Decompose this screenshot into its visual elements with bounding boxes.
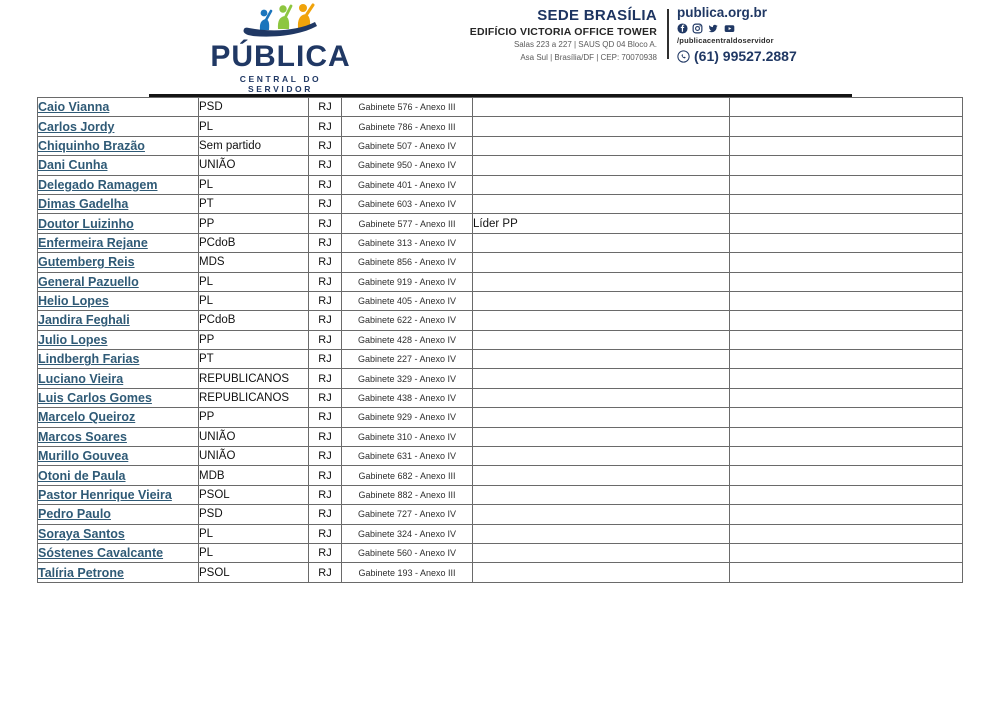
name-cell xyxy=(38,350,199,369)
state-cell: RJ xyxy=(309,175,342,194)
extra-cell xyxy=(730,291,963,310)
name-cell xyxy=(38,233,199,252)
deputy-name-link[interactable]: General Pazuello xyxy=(38,274,139,289)
extra-cell xyxy=(730,408,963,427)
extra-cell xyxy=(730,505,963,524)
name-cell xyxy=(38,272,199,291)
table-row xyxy=(38,156,963,175)
office-cell: Gabinete 560 - Anexo IV xyxy=(342,543,473,562)
party-cell: UNIÃO xyxy=(199,427,309,446)
whatsapp-icon xyxy=(677,50,690,63)
note-cell xyxy=(473,369,730,388)
party-cell: PSD xyxy=(199,98,309,117)
name-cell xyxy=(38,485,199,504)
note-cell xyxy=(473,427,730,446)
state-cell: RJ xyxy=(309,98,342,117)
table-row xyxy=(38,543,963,562)
party-cell: PSOL xyxy=(199,563,309,582)
party-cell: PL xyxy=(199,272,309,291)
table-row xyxy=(38,447,963,466)
state-cell: RJ xyxy=(309,524,342,543)
extra-cell xyxy=(730,563,963,582)
note-cell xyxy=(473,563,730,582)
extra-cell xyxy=(730,350,963,369)
note-cell xyxy=(473,233,730,252)
deputy-name-link[interactable]: Jandira Feghali xyxy=(38,313,130,328)
deputy-name-link[interactable]: Dimas Gadelha xyxy=(38,197,129,212)
extra-cell xyxy=(730,466,963,485)
note-cell xyxy=(473,505,730,524)
name-cell xyxy=(38,194,199,213)
office-address-line2: Asa Sul | Brasília/DF | CEP: 70070938 xyxy=(520,52,657,62)
office-cell: Gabinete 727 - Anexo IV xyxy=(342,505,473,524)
state-cell: RJ xyxy=(309,505,342,524)
social-handle: /publicacentraldoservidor xyxy=(677,36,774,46)
phone-number: (61) 99527.2887 xyxy=(694,48,797,65)
party-cell: UNIÃO xyxy=(199,447,309,466)
party-cell: Sem partido xyxy=(199,136,309,155)
name-cell xyxy=(38,156,199,175)
office-cell: Gabinete 576 - Anexo III xyxy=(342,98,473,117)
header-divider xyxy=(667,9,669,59)
table-row xyxy=(38,563,963,582)
office-cell: Gabinete 856 - Anexo IV xyxy=(342,253,473,272)
extra-cell xyxy=(730,543,963,562)
party-cell: PCdoB xyxy=(199,233,309,252)
state-cell: RJ xyxy=(309,194,342,213)
office-cell: Gabinete 329 - Anexo IV xyxy=(342,369,473,388)
table-row xyxy=(38,408,963,427)
deputy-name-link[interactable]: Dani Cunha xyxy=(38,158,108,173)
deputy-name-link[interactable]: Doutor Luizinho xyxy=(38,216,134,231)
extra-cell xyxy=(730,330,963,349)
facebook-icon xyxy=(677,23,688,34)
website-url: publica.org.br xyxy=(677,5,768,20)
party-cell: PL xyxy=(199,117,309,136)
deputy-name-link[interactable]: Otoni de Paula xyxy=(38,468,126,483)
note-cell xyxy=(473,117,730,136)
deputies-table xyxy=(37,97,963,583)
people-on-wave-icon xyxy=(240,2,322,42)
name-cell xyxy=(38,388,199,407)
state-cell: RJ xyxy=(309,447,342,466)
table-row xyxy=(38,117,963,136)
state-cell: RJ xyxy=(309,253,342,272)
table-row xyxy=(38,291,963,310)
office-cell: Gabinete 507 - Anexo IV xyxy=(342,136,473,155)
office-cell: Gabinete 882 - Anexo III xyxy=(342,485,473,504)
office-cell: Gabinete 622 - Anexo IV xyxy=(342,311,473,330)
party-cell: MDB xyxy=(199,466,309,485)
extra-cell xyxy=(730,447,963,466)
deputy-name-link[interactable]: Marcelo Queiroz xyxy=(38,410,136,425)
note-cell xyxy=(473,447,730,466)
deputy-name-link[interactable]: Chiquinho Brazão xyxy=(38,138,145,153)
note-cell xyxy=(473,330,730,349)
state-cell: RJ xyxy=(309,408,342,427)
table-row xyxy=(38,253,963,272)
note-cell xyxy=(473,253,730,272)
state-cell: RJ xyxy=(309,427,342,446)
extra-cell xyxy=(730,98,963,117)
name-cell xyxy=(38,117,199,136)
office-cell: Gabinete 631 - Anexo IV xyxy=(342,447,473,466)
office-cell: Gabinete 405 - Anexo IV xyxy=(342,291,473,310)
party-cell: PP xyxy=(199,408,309,427)
party-cell: REPUBLICANOS xyxy=(199,369,309,388)
party-cell: PCdoB xyxy=(199,311,309,330)
deputy-name-link[interactable]: Talíria Petrone xyxy=(38,565,124,580)
deputy-name-link[interactable]: Julio Lopes xyxy=(38,332,108,347)
state-cell: RJ xyxy=(309,214,342,233)
office-cell: Gabinete 577 - Anexo III xyxy=(342,214,473,233)
table-row xyxy=(38,505,963,524)
extra-cell xyxy=(730,388,963,407)
table-row xyxy=(38,194,963,213)
table-row xyxy=(38,311,963,330)
contact-block xyxy=(677,5,827,64)
table-row xyxy=(38,175,963,194)
note-cell xyxy=(473,175,730,194)
state-cell: RJ xyxy=(309,563,342,582)
office-cell: Gabinete 401 - Anexo IV xyxy=(342,175,473,194)
note-cell xyxy=(473,466,730,485)
deputy-name-link[interactable]: Marcos Soares xyxy=(38,429,127,444)
extra-cell xyxy=(730,194,963,213)
state-cell: RJ xyxy=(309,466,342,485)
party-cell: REPUBLICANOS xyxy=(199,388,309,407)
table-row xyxy=(38,485,963,504)
note-cell xyxy=(473,156,730,175)
office-building: EDIFÍCIO VICTORIA OFFICE TOWER xyxy=(469,26,657,38)
party-cell: PL xyxy=(199,543,309,562)
deputy-name-link[interactable]: Murillo Gouvea xyxy=(38,449,129,464)
note-cell xyxy=(473,543,730,562)
office-cell: Gabinete 324 - Anexo IV xyxy=(342,524,473,543)
phone-row xyxy=(677,48,827,64)
table-row xyxy=(38,272,963,291)
deputy-name-link[interactable]: Luis Carlos Gomes xyxy=(38,391,152,406)
deputy-name-link[interactable]: Helio Lopes xyxy=(38,294,109,309)
deputy-name-link[interactable]: Pastor Henrique Vieira xyxy=(38,488,172,502)
office-cell: Gabinete 786 - Anexo III xyxy=(342,117,473,136)
office-cell: Gabinete 193 - Anexo III xyxy=(342,563,473,582)
table-row xyxy=(38,350,963,369)
note-cell xyxy=(473,272,730,291)
state-cell: RJ xyxy=(309,330,342,349)
note-cell: Líder PP xyxy=(473,214,730,233)
party-cell: PL xyxy=(199,524,309,543)
name-cell xyxy=(38,408,199,427)
state-cell: RJ xyxy=(309,485,342,504)
note-cell xyxy=(473,194,730,213)
party-cell: PT xyxy=(199,350,309,369)
deputy-name-link[interactable]: Lindbergh Farias xyxy=(38,352,140,367)
party-cell: PT xyxy=(199,194,309,213)
publica-logo xyxy=(208,2,353,94)
instagram-icon xyxy=(692,23,703,34)
office-cell: Gabinete 313 - Anexo IV xyxy=(342,233,473,252)
extra-cell xyxy=(730,427,963,446)
state-cell: RJ xyxy=(309,350,342,369)
party-cell: PP xyxy=(199,214,309,233)
name-cell xyxy=(38,175,199,194)
name-cell xyxy=(38,447,199,466)
office-cell: Gabinete 438 - Anexo IV xyxy=(342,388,473,407)
state-cell: RJ xyxy=(309,117,342,136)
state-cell: RJ xyxy=(309,543,342,562)
party-cell: PSD xyxy=(199,505,309,524)
extra-cell xyxy=(730,253,963,272)
office-cell: Gabinete 929 - Anexo IV xyxy=(342,408,473,427)
party-cell: PSOL xyxy=(199,485,309,504)
deputies-table-wrap xyxy=(37,97,963,583)
extra-cell xyxy=(730,117,963,136)
party-cell: UNIÃO xyxy=(199,156,309,175)
party-cell: PP xyxy=(199,330,309,349)
note-cell xyxy=(473,291,730,310)
table-row xyxy=(38,214,963,233)
extra-cell xyxy=(730,233,963,252)
table-row xyxy=(38,233,963,252)
extra-cell xyxy=(730,311,963,330)
note-cell xyxy=(473,408,730,427)
office-cell: Gabinete 310 - Anexo IV xyxy=(342,427,473,446)
twitter-icon xyxy=(707,23,719,34)
state-cell: RJ xyxy=(309,291,342,310)
party-cell: PL xyxy=(199,175,309,194)
extra-cell xyxy=(730,156,963,175)
extra-cell xyxy=(730,136,963,155)
office-address-block xyxy=(417,7,657,63)
youtube-icon xyxy=(723,23,736,34)
state-cell: RJ xyxy=(309,272,342,291)
deputy-name-link[interactable]: Delegado Ramagem xyxy=(38,177,158,192)
office-cell: Gabinete 950 - Anexo IV xyxy=(342,156,473,175)
name-cell xyxy=(38,466,199,485)
state-cell: RJ xyxy=(309,311,342,330)
state-cell: RJ xyxy=(309,369,342,388)
table-row xyxy=(38,369,963,388)
name-cell xyxy=(38,330,199,349)
name-cell xyxy=(38,253,199,272)
name-cell xyxy=(38,311,199,330)
office-cell: Gabinete 227 - Anexo IV xyxy=(342,350,473,369)
deputy-name-link[interactable]: Luciano Vieira xyxy=(38,371,124,386)
party-cell: MDS xyxy=(199,253,309,272)
deputy-name-link[interactable]: Carlos Jordy xyxy=(38,119,115,134)
social-icons-row xyxy=(677,23,827,34)
extra-cell xyxy=(730,369,963,388)
deputy-name-link[interactable]: Gutemberg Reis xyxy=(38,255,135,270)
name-cell xyxy=(38,427,199,446)
deputy-name-link[interactable]: Enfermeira Rejane xyxy=(38,235,148,250)
office-cell: Gabinete 428 - Anexo IV xyxy=(342,330,473,349)
table-row xyxy=(38,98,963,117)
state-cell: RJ xyxy=(309,156,342,175)
table-row xyxy=(38,427,963,446)
state-cell: RJ xyxy=(309,233,342,252)
note-cell xyxy=(473,311,730,330)
office-title: SEDE BRASÍLIA xyxy=(537,7,657,24)
name-cell xyxy=(38,291,199,310)
name-cell xyxy=(38,563,199,582)
office-cell: Gabinete 603 - Anexo IV xyxy=(342,194,473,213)
extra-cell xyxy=(730,272,963,291)
name-cell xyxy=(38,214,199,233)
note-cell xyxy=(473,485,730,504)
note-cell xyxy=(473,98,730,117)
note-cell xyxy=(473,524,730,543)
state-cell: RJ xyxy=(309,136,342,155)
office-address-line1: Salas 223 a 227 | SAUS QD 04 Bloco A. xyxy=(513,40,657,49)
name-cell xyxy=(38,98,199,117)
name-cell xyxy=(38,524,199,543)
name-cell xyxy=(38,505,199,524)
party-cell: PL xyxy=(199,291,309,310)
logo-subtitle: CENTRAL DO SERVIDOR xyxy=(239,74,322,94)
name-cell xyxy=(38,136,199,155)
name-cell xyxy=(38,543,199,562)
office-cell: Gabinete 682 - Anexo III xyxy=(342,466,473,485)
office-cell: Gabinete 919 - Anexo IV xyxy=(342,272,473,291)
extra-cell xyxy=(730,175,963,194)
logo-title: PÚBLICA xyxy=(210,40,351,73)
extra-cell xyxy=(730,214,963,233)
name-cell xyxy=(38,369,199,388)
table-row xyxy=(38,466,963,485)
note-cell xyxy=(473,350,730,369)
table-row xyxy=(38,136,963,155)
extra-cell xyxy=(730,485,963,504)
table-row xyxy=(38,388,963,407)
deputy-name-link[interactable]: Pedro Paulo xyxy=(38,507,111,522)
state-cell: RJ xyxy=(309,388,342,407)
deputy-name-link[interactable]: Sóstenes Cavalcante xyxy=(38,546,164,561)
note-cell xyxy=(473,136,730,155)
extra-cell xyxy=(730,524,963,543)
deputy-name-link[interactable]: Soraya Santos xyxy=(38,526,125,541)
deputy-name-link[interactable]: Caio Vianna xyxy=(38,100,110,115)
note-cell xyxy=(473,388,730,407)
table-row xyxy=(38,524,963,543)
table-row xyxy=(38,330,963,349)
